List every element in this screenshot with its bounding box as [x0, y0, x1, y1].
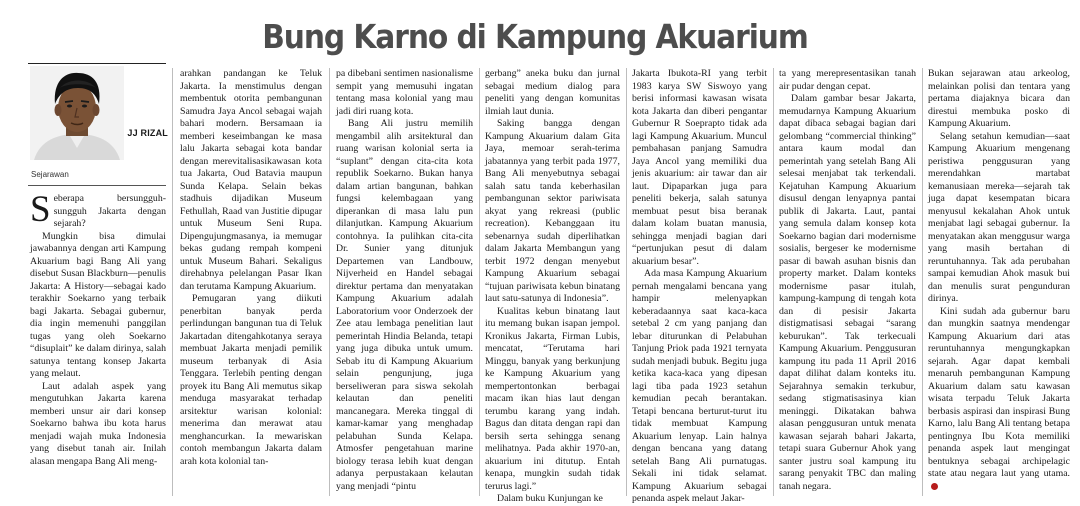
column-divider — [329, 68, 330, 496]
column-divider — [172, 68, 173, 496]
article-paragraph: pa dibebani sentimen nasionalisme sempit yang memusuhi ingatan tentang masa kolonial yang mau jadi diri ruang kota. — [336, 68, 473, 117]
column-divider — [479, 68, 480, 496]
article-paragraph: gerbang” aneka buku dan jurnal sebagai medium dialog para peneliti yang dengan komunitas ilmiah laut dunia. — [485, 68, 620, 117]
article-paragraph: Jakarta Ibukota-RI yang terbit 1983 karya SW Siswoyo yang berisi informasi kawasan wisata kota Jakarta dan diberi pengantar Gubernur R Soeprapto tidak ada lagi Kampung Akuarium. Muncul pembahasan panjang Samudra Jaya Ancol yang memiliki dua jenis akuarium: air tawar dan air laut. Dipaparkan juga para peneliti bekerja, salah satunya membuat pesut bisa beranak dalam kolam buatan manusia, sehingga menjadi bagian dari “pertunjukan pesut di dalam akuarium besar”. — [632, 68, 767, 267]
column-divider — [773, 68, 774, 496]
article-paragraph: ta yang merepresentasikan tanah air pudar dengan cepat. — [779, 68, 916, 92]
author-role: Sejarawan — [31, 170, 69, 179]
article-paragraph: Laut adalah aspek yang mengutuhkan Jakarta karena memberi unsur air dari konsep Soekarno bahwa ibu kota harus menjadi wajah muka Indonesia yang disebut tanah air. Inilah alasan mengapa Bang Ali meng- — [30, 380, 166, 467]
article-paragraph: arahkan pandangan ke Teluk Jakarta. Ia menstimulus dengan membentuk otorita pembangunan Samudra Jaya Ancol sebagai wajah bahari modern. Bersamaan ia memberi keseimbangan ke masa lalu Jakarta sebagai kota bandar dengan merevitalisasikawasan kota tua Jakarta, Oud Batavia maupun Sunda Kelapa. Selain bekas stadhuis dijadikan Museum Fethullah, Raad van Justitie dipugar untuk Museum Seni Rupa. Dipengujungmasanya, ia memugar bekas gudang rempah kompeni untuk Museum Bahari. Sekaligus direhabnya pelelangan Pasar Ikan dan terutama Kampung Akuarium. — [180, 68, 322, 292]
end-of-article-mark — [931, 483, 938, 490]
article-column-1 — [30, 189, 166, 498]
author-photo — [30, 66, 124, 160]
article-paragraph: Saking bangga dengan Kampung Akuarium dalam Gita Jaya, memoar serah-terima jabatannya yang terbit pada 1977, Bang Ali menyebutnya sebagai salah satu tanda keberhasilan pembangunan sektor pariwisata akyat yang rekreasi (public recreation). Kebanggaan itu sebenarnya sudah diperlihatkan dalam Jakarta Membangun yang terbit 1972 dengan menyebut Kampung Akuarium sebagai “tujuan pariwisata kebun binatang laut satu-satunya di Indonesia”. — [485, 118, 620, 304]
paragraph-text: Kini sudah ada gubernur baru dan mungkin saatnya mendengar Kampung Akuarium dari atas reruntuhannya mengungkapkan sejarah. Agar dapat kembali menaruh pembangunan Kampung Akuarium dalam satu kawasan wisata terpadu Teluk Jakarta berbasis aspirasi dan inspirasi Bung Karno, lalu Bang Ali tentang betapa pentingnya Ibu Kota memiliki penanda aspek laut mengingat bentuknya sebagai archipelagic state atau negara laut yang utama. — [928, 305, 1070, 479]
article-column-7 — [928, 68, 1070, 498]
article-paragraph: Ada masa Kampung Akuarium pernah mengalami bencana yang hampir melenyapkan keberadaannya saat kaca-kaca setebal 2 cm yang panjang dan lebar diturunkan di Pelabuhan Tanjung Priok pada 1921 ternyata sudah menjadi bubuk. Begitu juga ketika kaca-kaca yang dipesan lagi tiba pada 1923 setahun kemudian pecah berantakan. Tetapi bencana berturut-turut itu tidak membuat Kampung Akuarium lenyap. Lain halnya dengan bencana yang datang setelah Bang Ali purnatugas. Sekali ini tidak selamat. Kampung Akuarium sebagai penanda aspek melaut Jakar- — [632, 268, 767, 504]
article-paragraph — [30, 189, 166, 231]
column-divider — [626, 68, 627, 496]
headline: Bung Karno di Kampung Akuarium — [262, 17, 808, 56]
article-paragraph: Dalam gambar besar Jakarta, memudarnya Kampung Akuarium dapat dibaca sebagai bagian dari gelombang “commercial thinking” antara kaum modal dan pemerintah yang setelah Bang Ali selesai menjabat tak terkendali. Kejatuhan Kampung Akuarium disusul dengan lenyapnya pantai publik di Jakarta. Laut, pantai yang semula dalam konsep kota Soekarno bagian dari modernisme sosialis, bergeser ke modernisme pasar di bawah asuhan bisnis dan property market. Dalam konteks modernisme pasar itulah, kampung-kampung di tengah kota dan di pesisir Jakarta distigmatisasi sebagai “sarang keburukan”. Tak terkecuali Kampung Akuarium. Penggusuran kampung itu pada 11 April 2016 dapat dilihat dalam konteks itu. Sejarahnya semakin terkubur, sedang stigmatisasinya kian meninggi. Dikatakan bahwa alasan penggusuran untuk menata kawasan sejarah bahari Jakarta, tetapi suara Gubernur Ahok yang santer justru soal kampung itu sarang penyakit TBC dan maling tanah negara. — [779, 93, 916, 492]
article-column-5 — [632, 68, 767, 504]
paragraph-text: eberapa bersungguh-sungguh Jakarta dengan sejarah? — [53, 193, 166, 229]
article-paragraph: Dalam buku Kunjungan ke — [497, 493, 603, 504]
column-divider — [922, 68, 923, 496]
article-column-2 — [180, 68, 322, 498]
article-paragraph: Pemugaran yang diikuti penerbitan banyak perda perlindungan bangunan tua di Teluk Jakartadan ditengahkotanya seraya membuat Jakarta menjadi pemilik museum terbanyak di Asia Tenggara. Terlebih penting dengan proyek itu Bang Ali memutus sikap menduga masyarakat terhadap arsitektur warisan kolonial: menerima dan merawat atau menghancurkan. Ia mewariskan contoh membangun Jakarta dalam arah kota kolonial tan- — [180, 293, 322, 467]
article-paragraph: Bukan sejarawan atau arkeolog, melainkan polisi dan tentara yang pertama diajaknya bicara dan direstui membuka posko di Kampung Akuarium. — [928, 68, 1070, 129]
article-column-4 — [485, 68, 620, 504]
article-column-6 — [779, 68, 916, 498]
article-paragraph — [928, 306, 1070, 494]
author-rule — [28, 185, 166, 186]
top-rule — [28, 63, 166, 64]
drop-cap: S — [30, 189, 51, 230]
author-portrait-image — [30, 66, 124, 160]
article-paragraph: Mungkin bisa dimulai jawabannya dengan arti Kampung Akuarium bagi Bang Ali yang disebut Susan Blackburn—penulis Jakarta: A History—sebagai kado terakhir Soekarno yang terbaik bagi Jakarta. Sebagai gubernur, dia ingin memenuhi panggilan tugas yang oleh Soekarno “disuplait” ke dalam dirinya, salah satunya tentang konsep Jakarta yang melaut. — [30, 230, 166, 379]
article-paragraph: Selang setahun kemudian—saat Kampung Akuarium mengenang peristiwa penggusuran yang merendahkan martabat kemanusiaan mereka—sejarah tak juga dapat kesempatan bicara menyusul kekalahan Ahok untuk menjabat lagi sebagai gubernur. Ia menyatakan akan menggusur warga yang masih bertahan di reruntuhannya. Tak ada perubahan sampai kemudian Ahok masuk bui dan menulis surat pengunduran dirinya. — [928, 130, 1070, 304]
article-paragraph: Bang Ali justru memilih mengambil alih arsitektural dan ruang warisan kolonial serta ia “suplant” dengan cita-cita kota republik Soekarno. Bukan hanya dalam artian bangunan, bahkan fungsi kelembagaan yang diperankan di masa lalu pun dilanjutkan. Kampung Akuarium contohnya. Ia pulihkan cita-cita Dr. Sunier yang ditunjuk Departemen van Landbouw, Nijverheid en Handel sebagai direktur pertama dan menyatakan Kampung Akuarium adalah Laboratorium voor Onderzoek der Zee atau lembaga penelitian laut pemerintah Hindia Belanda, tetapi yang juga dibuka untuk umum. Sebab itu di Kampung Akuarium selain pengunjung, juga berseliweran para siswa sekolah kelautan dan peneliti mancanegara. Mereka tinggal di kamar-kamar yang menghadap pelabuhan Sunda Kelapa. Atmosfer pengetahuan marine biology terasa lebih kuat dengan adanya perpustakaan kelautan yang menjadi “pintu — [336, 118, 473, 492]
article-paragraph: Kualitas kebun binatang laut itu memang bukan isapan jempol. Kronikus Jakarta, Firman Lubis, mencatat, “Terutama hari Minggu, banyak yang berkunjung ke Kampung Akuarium yang mempertontonkan berbagai macam ikan hias laut dengan terumbu karang yang indah. Bagus dan ditata dengan rapi dan bersih serta sehingga senang melihatnya. Pada akhir 1970-an, akuarium ini ditutup. Entah kenapa, mungkin sudah tidak terurus lagi.” — [485, 305, 620, 492]
article-column-3 — [336, 68, 473, 498]
author-name: JJ RIZAL — [127, 128, 168, 138]
